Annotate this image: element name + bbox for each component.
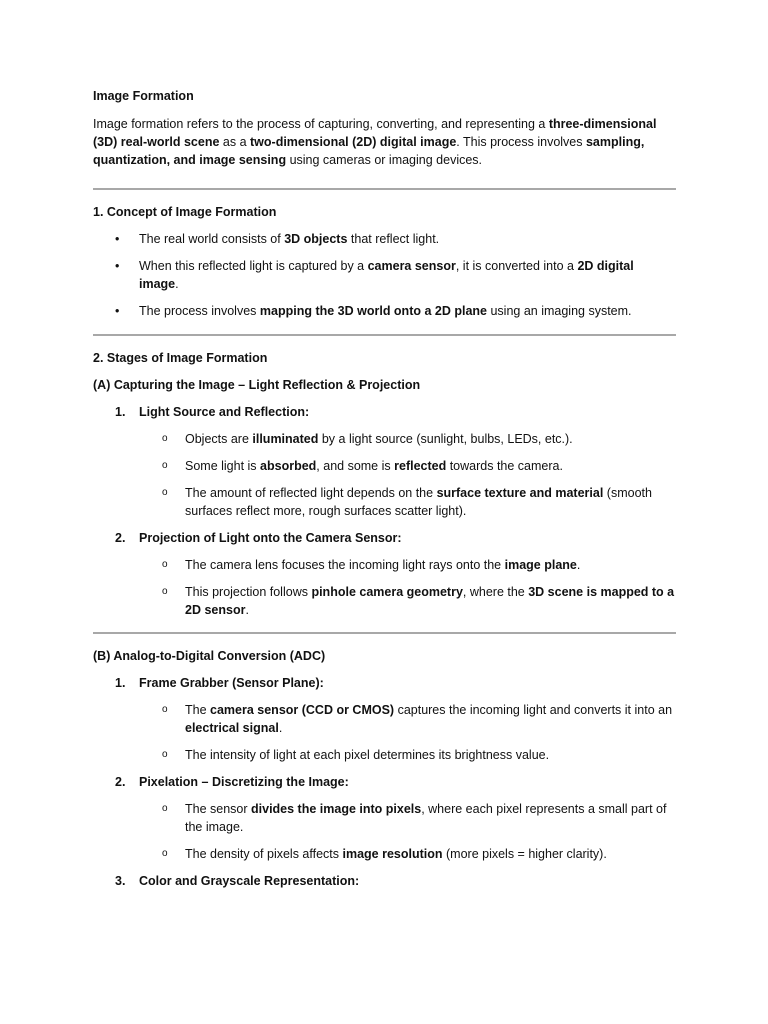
item-heading: Light Source and Reflection: [139, 405, 310, 419]
numbered-item-title [93, 529, 676, 547]
subsection-title: (B) Analog-to-Digital Conversion (ADC) [93, 649, 326, 663]
item-number: 1. [115, 676, 126, 690]
document-content [93, 87, 676, 903]
sub-bullet-item: o The sensor divides the image into pixels, where each pixel represents a small part of the image. [93, 800, 676, 836]
bold-text: camera sensor (CCD or CMOS) [210, 703, 395, 717]
section-title: 2. Stages of Image Formation [93, 351, 268, 365]
sub-bullet-list [93, 430, 676, 520]
numbered-item [93, 403, 676, 520]
bold-text: absorbed [260, 459, 317, 473]
item-number: 1. [115, 405, 126, 419]
numbered-item [93, 529, 676, 619]
bold-text: 3D objects [284, 232, 348, 246]
bold-text: three-dimensional (3D) real-world scene [93, 117, 657, 149]
horizontal-rule [93, 188, 676, 190]
item-number: 2. [115, 531, 126, 545]
bold-text: 2D digital image [139, 259, 634, 291]
sub-bullet-list [93, 701, 676, 764]
sub-bullet-list [93, 556, 676, 619]
item-heading: Color and Grayscale Representation: [139, 874, 360, 888]
bold-text: electrical signal [185, 721, 279, 735]
horizontal-rule [93, 334, 676, 336]
bold-text: image plane [504, 558, 577, 572]
item-heading: Projection of Light onto the Camera Sensor: [139, 531, 402, 545]
sub-bullet-item: o The camera sensor (CCD or CMOS) captures the incoming light and converts it into an electrical signal. [93, 701, 676, 737]
sub-bullet-item: o The density of pixels affects image resolution (more pixels = higher clarity). [93, 845, 676, 863]
numbered-item [93, 872, 676, 890]
numbered-item-title [93, 773, 676, 791]
numbered-item-title [93, 674, 676, 692]
horizontal-rule [93, 632, 676, 634]
bullet-item: • The process involves mapping the 3D world onto a 2D plane using an imaging system. [93, 302, 676, 320]
sub-bullet-item: o Objects are illuminated by a light source (sunlight, bulbs, LEDs, etc.). [93, 430, 676, 448]
item-number: 3. [115, 874, 126, 888]
bold-text: pinhole camera geometry [311, 585, 463, 599]
bold-text: camera sensor [367, 259, 456, 273]
bold-text: mapping the 3D world onto a 2D plane [259, 304, 487, 318]
bold-text: two-dimensional (2D) digital image [250, 135, 457, 149]
subsection-title: (A) Capturing the Image – Light Reflection & Projection [93, 378, 421, 392]
item-number: 2. [115, 775, 126, 789]
sub-bullet-item: o Some light is absorbed, and some is reflected towards the camera. [93, 457, 676, 475]
sub-bullet-item: o The intensity of light at each pixel determines its brightness value. [93, 746, 676, 764]
intro-paragraph: Image formation refers to the process of capturing, converting, and representing a three-dimensional (3D) real-world scene as a two-dimensional (2D) digital image. This process involves sampling, quantization, and image sensing using cameras or imaging devices. [93, 117, 657, 167]
numbered-item [93, 773, 676, 863]
bold-text: illuminated [252, 432, 319, 446]
bold-text: divides the image into pixels [251, 802, 422, 816]
numbered-list [93, 403, 676, 619]
bold-text: 3D scene is mapped to a 2D sensor [185, 585, 675, 617]
sub-bullet-item: o The camera lens focuses the incoming light rays onto the image plane. [93, 556, 676, 574]
bullet-item: • When this reflected light is captured by a camera sensor, it is converted into a 2D digital image. [93, 257, 676, 293]
bold-text: reflected [394, 459, 447, 473]
sub-bullet-item: o This projection follows pinhole camera geometry, where the 3D scene is mapped to a 2D sensor. [93, 583, 676, 619]
numbered-item [93, 674, 676, 764]
item-heading: Pixelation – Discretizing the Image: [139, 775, 349, 789]
bold-text: sampling, quantization, and image sensing [93, 135, 645, 167]
document-title: Image Formation [93, 89, 194, 103]
sub-bullet-item: o The amount of reflected light depends on the surface texture and material (smooth surfaces reflect more, rough surfaces scatter light). [93, 484, 676, 520]
bullet-list [93, 230, 676, 320]
sub-bullet-list [93, 800, 676, 863]
numbered-list [93, 674, 676, 890]
bold-text: surface texture and material [436, 486, 604, 500]
bullet-item: • The real world consists of 3D objects that reflect light. [93, 230, 676, 248]
item-heading: Frame Grabber (Sensor Plane): [139, 676, 324, 690]
numbered-item-title [93, 872, 676, 890]
numbered-item-title [93, 403, 676, 421]
bold-text: image resolution [342, 847, 443, 861]
section-title: 1. Concept of Image Formation [93, 205, 277, 219]
